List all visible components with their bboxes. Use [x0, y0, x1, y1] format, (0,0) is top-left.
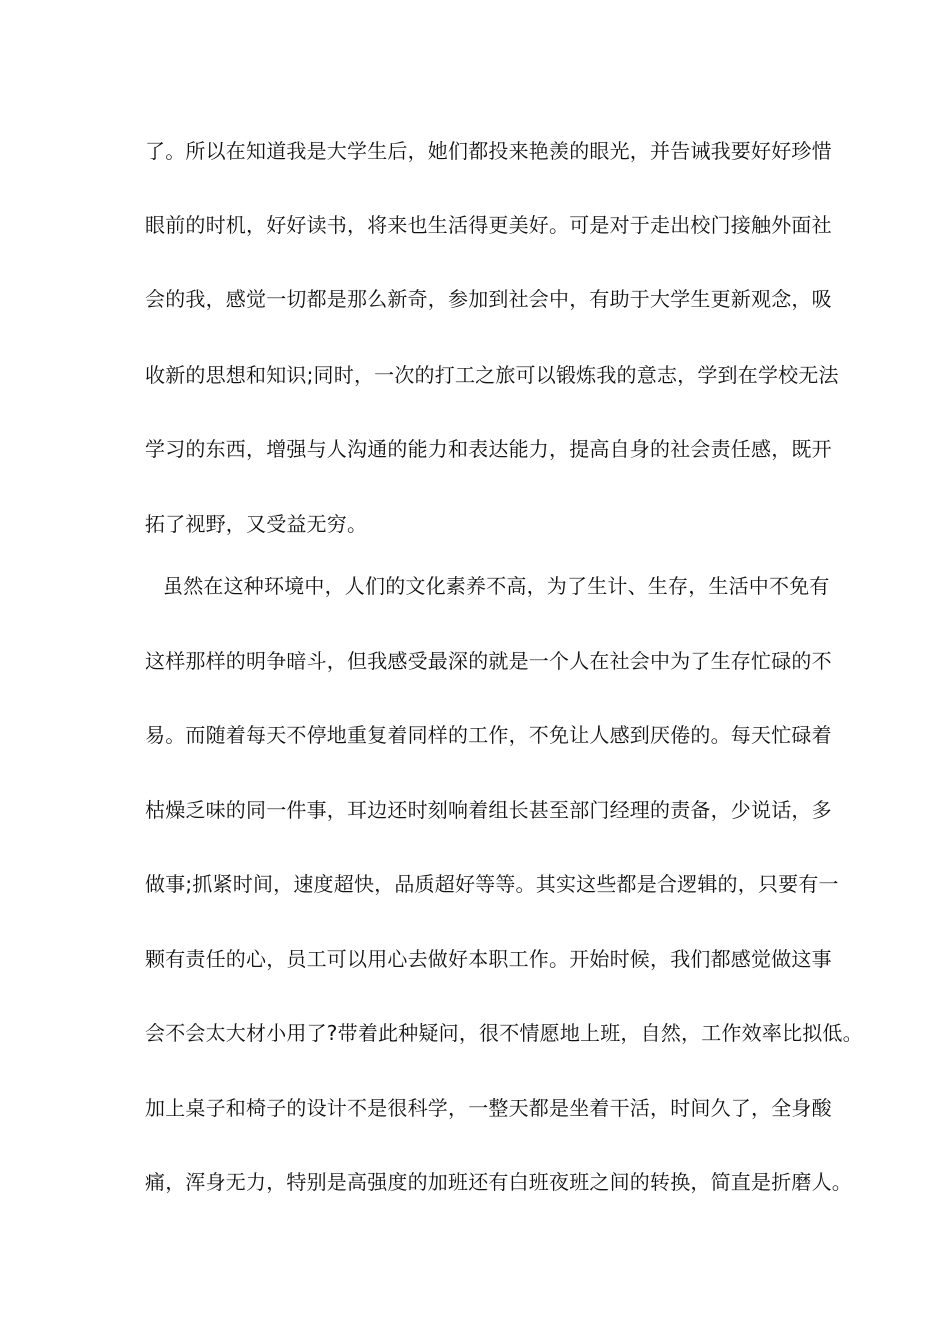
text-line: 了。所以在知道我是大学生后，她们都投来艳羡的眼光，并告诫我要好好珍惜 — [145, 139, 832, 163]
text-line: 易。而随着每天不停地重复着同样的工作，不免让人感到厌倦的。每天忙碌着 — [145, 723, 832, 747]
text-line: 收新的思想和知识;同时，一次的打工之旅可以锻炼我的意志，学到在学校无法 — [145, 363, 839, 387]
text-line: 枯燥乏味的同一件事，耳边还时刻响着组长甚至部门经理的责备，少说话，多 — [145, 798, 832, 822]
paragraph-first-line: 虽然在这种环境中，人们的文化素养不高，为了生计、生存，生活中不免有 — [163, 574, 830, 598]
text-line: 会的我，感觉一切都是那么新奇，参加到社会中，有助于大学生更新观念，吸 — [145, 287, 832, 311]
text-line: 眼前的时机，好好读书，将来也生活得更美好。可是对于走出校门接触外面社 — [145, 213, 832, 237]
text-line: 这样那样的明争暗斗，但我感受最深的就是一个人在社会中为了生存忙碌的不 — [145, 649, 832, 673]
text-line: 痛，浑身无力，特别是高强度的加班还有白班夜班之间的转换，简直是折磨人。 — [145, 1170, 852, 1194]
text-line: 学习的东西，增强与人沟通的能力和表达能力，提高自身的社会责任感，既开 — [145, 437, 832, 461]
text-line: 颗有责任的心，员工可以用心去做好本职工作。开始时候，我们都感觉做这事 — [145, 947, 832, 971]
text-line: 拓了视野，又受益无穷。 — [145, 512, 368, 536]
text-line: 加上桌子和椅子的设计不是很科学，一整天都是坐着干活，时间久了，全身酸 — [145, 1096, 832, 1120]
text-line: 会不会太大材小用了?带着此种疑问，很不情愿地上班，自然，工作效率比拟低。 — [145, 1021, 863, 1045]
text-line: 做事;抓紧时间，速度超快，品质超好等等。其实这些都是合逻辑的，只要有一 — [145, 872, 839, 896]
